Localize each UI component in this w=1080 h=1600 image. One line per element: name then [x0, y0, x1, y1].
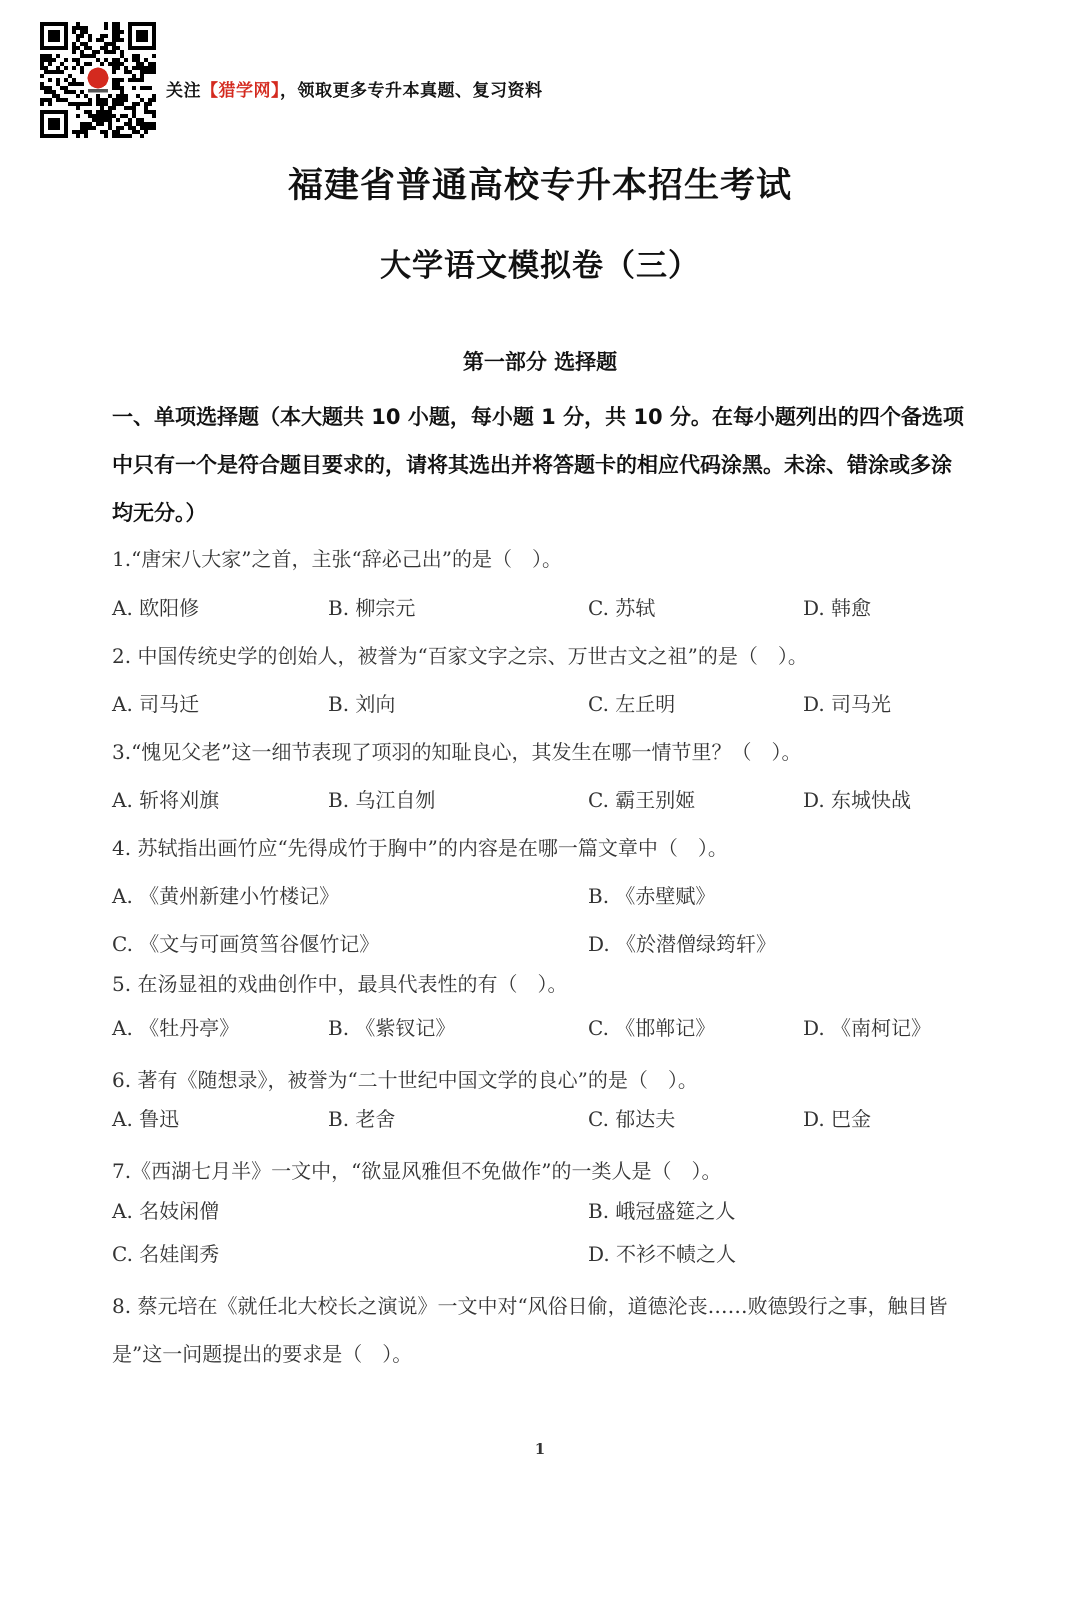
option-c: C. 左丘明	[588, 692, 676, 716]
option-c: C. 苏轼	[588, 596, 656, 620]
option-c: C. 郁达夫	[588, 1107, 676, 1131]
option-d: D. 司马光	[803, 692, 892, 716]
option-d: D. 《南柯记》	[803, 1016, 932, 1040]
part-heading: 第一部分 选择题	[462, 350, 618, 374]
option-a: A. 鲁迅	[112, 1107, 180, 1131]
option-d: D. 东城快战	[803, 788, 912, 812]
promo-brand: 【猎学网】	[201, 81, 280, 101]
question-stem: 7.《西湖七月半》一文中，“欲显风雅但不免做作”的一类人是（ ）。	[112, 1159, 722, 1183]
option-b: B. 乌江自刎	[328, 788, 436, 812]
section-heading: 一、单项选择题（本大题共 10 小题，每小题 1 分，共 10 分。在每小题列出的四个备选项中只有一个是符合题目要求的，请将其选出并将答题卡的相应代码涂黑。未涂、错涂或多涂均无分。）	[112, 405, 964, 525]
option-d: D. 不衫不帻之人	[588, 1242, 737, 1266]
question-stem: 1.“唐宋八大家”之首，主张“辞必己出”的是（ ）。	[112, 547, 562, 571]
qr-code-icon	[40, 22, 156, 138]
option-d: D. 韩愈	[803, 596, 872, 620]
page-number: 1	[534, 1440, 546, 1458]
option-a: A. 《牡丹亭》	[112, 1016, 240, 1040]
option-c: C. 名娃闺秀	[112, 1242, 220, 1266]
option-d: D. 《於潜僧绿筠轩》	[588, 932, 777, 956]
option-a: A. 斩将刈旗	[112, 788, 220, 812]
option-b: B. 峨冠盛筵之人	[588, 1199, 736, 1223]
question-stem: 8. 蔡元培在《就任北大校长之演说》一文中对“风俗日偷，道德沦丧……败德毁行之事，触目皆是”这一问题提出的要求是（ ）。	[112, 1294, 948, 1366]
exam-title: 福建省普通高校专升本招生考试	[287, 166, 792, 206]
option-b: B. 老舍	[328, 1107, 396, 1131]
question-stem: 6. 著有《随想录》，被誉为“二十世纪中国文学的良心”的是（ ）。	[112, 1068, 698, 1092]
question-stem: 2. 中国传统史学的创始人，被誉为“百家文字之宗、万世古文之祖”的是（ ）。	[112, 644, 808, 668]
option-c: C. 《文与可画筼筜谷偃竹记》	[112, 932, 380, 956]
exam-subtitle: 大学语文模拟卷（三）	[380, 248, 700, 284]
option-a: A. 名妓闲僧	[112, 1199, 220, 1223]
question-stem: 3.“愧见父老”这一细节表现了项羽的知耻良心，其发生在哪一情节里？（ ）。	[112, 740, 802, 764]
option-b: B. 刘向	[328, 692, 396, 716]
promo-banner	[166, 76, 543, 101]
option-c: C. 霸王别姬	[588, 788, 696, 812]
option-c: C. 《邯郸记》	[588, 1016, 716, 1040]
option-a: A. 司马迁	[112, 692, 200, 716]
option-d: D. 巴金	[803, 1107, 872, 1131]
option-a: A. 欧阳修	[112, 596, 200, 620]
question-stem: 4. 苏轼指出画竹应“先得成竹于胸中”的内容是在哪一篇文章中（ ）。	[112, 836, 728, 860]
question-stem: 5. 在汤显祖的戏曲创作中，最具代表性的有（ ）。	[112, 972, 568, 996]
option-b: B. 柳宗元	[328, 596, 416, 620]
option-b: B. 《赤壁赋》	[588, 884, 716, 908]
option-a: A. 《黄州新建小竹楼记》	[112, 884, 340, 908]
promo-prefix: 关注	[166, 81, 201, 101]
option-b: B. 《紫钗记》	[328, 1016, 456, 1040]
promo-suffix: ，领取更多专升本真题、复习资料	[280, 81, 543, 101]
